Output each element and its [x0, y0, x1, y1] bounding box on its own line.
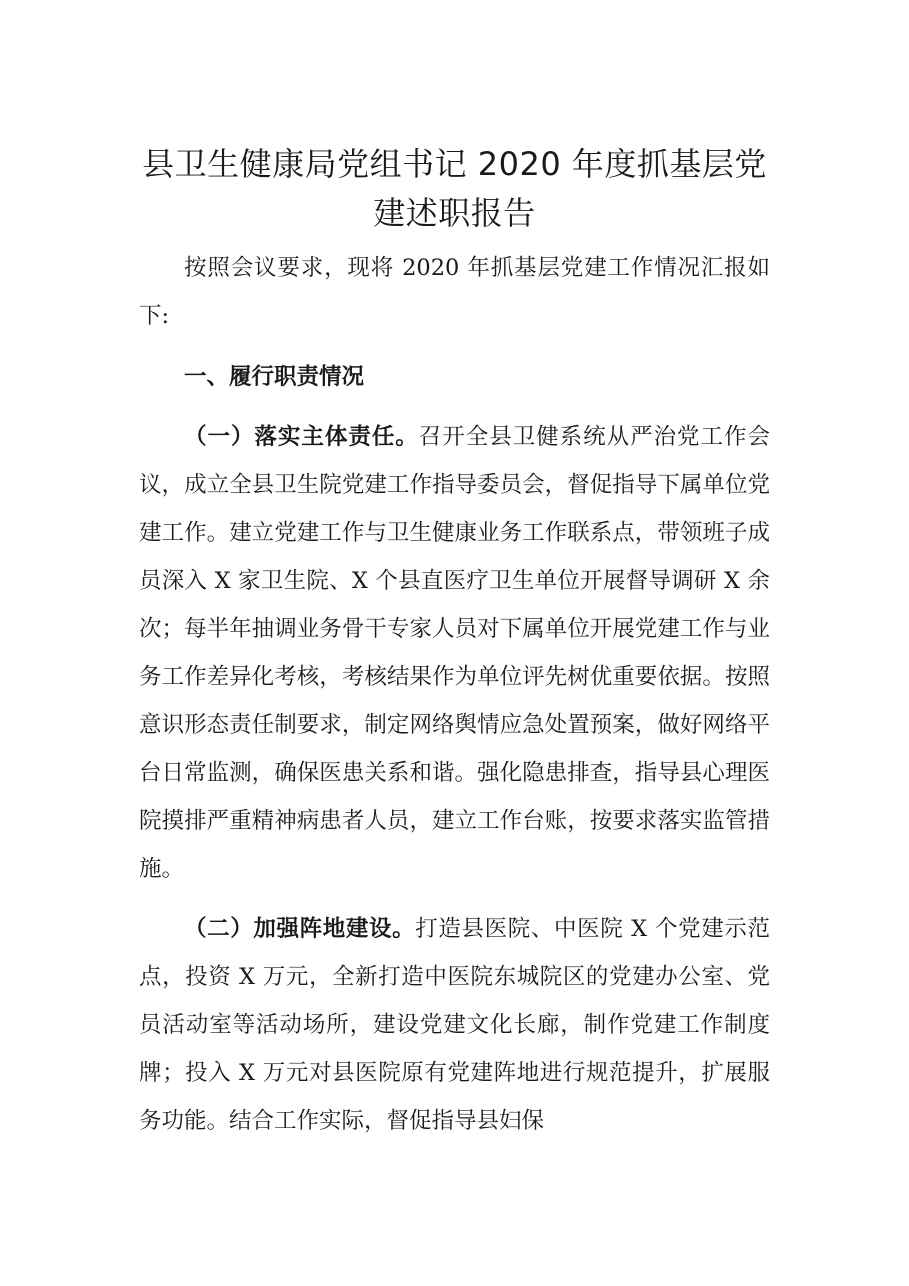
subsection-2-paragraph: [139, 905, 770, 1145]
title-line-2: 建述职报告: [373, 194, 536, 232]
subsection-2-heading: （二）加强阵地建设。: [184, 916, 416, 942]
section-heading: 一、履行职责情况: [184, 364, 365, 390]
subsection-1-text: 召开全县卫健系统从严治党工作会议，成立全县卫生院党建工作指导委员会，督促指导下属单位党建工作。建立党建工作与卫生健康业务工作联系点，带领班子成员深入 X 家卫生院、X 个县直医疗卫生单位开展督导调研 X 余次；每半年抽调业务骨干专家人员对下属单位开展党建工作与业务工作差异化考核，考核结果作为单位评先树优重要依据。按照意识形态责任制要求，制定网络舆情应急处置预案，做好网络平台日常监测，确保医患关系和谐。强化隐患排查，指导县心理医院摸排严重精神病患者人员，建立工作台账，按要求落实监管措施。: [139, 424, 770, 882]
subsection-1-paragraph: [139, 413, 770, 893]
subsection-1-heading: （一）落实主体责任。: [184, 424, 419, 450]
document-title: [139, 140, 770, 238]
title-line-1: 县卫生健康局党组书记 2020 年度抓基层党: [142, 145, 767, 183]
intro-paragraph: 按照会议要求，现将 2020 年抓基层党建工作情况汇报如下:: [139, 255, 770, 329]
subsection-2-text: 打造县医院、中医院 X 个党建示范点，投资 X 万元，全新打造中医院东城院区的党建办公室、党员活动室等活动场所，建设党建文化长廊，制作党建工作制度牌；投入 X 万元对县医院原有党建阵地进行规范提升，扩展服务功能。结合工作实际，督促指导县妇保: [139, 916, 770, 1134]
